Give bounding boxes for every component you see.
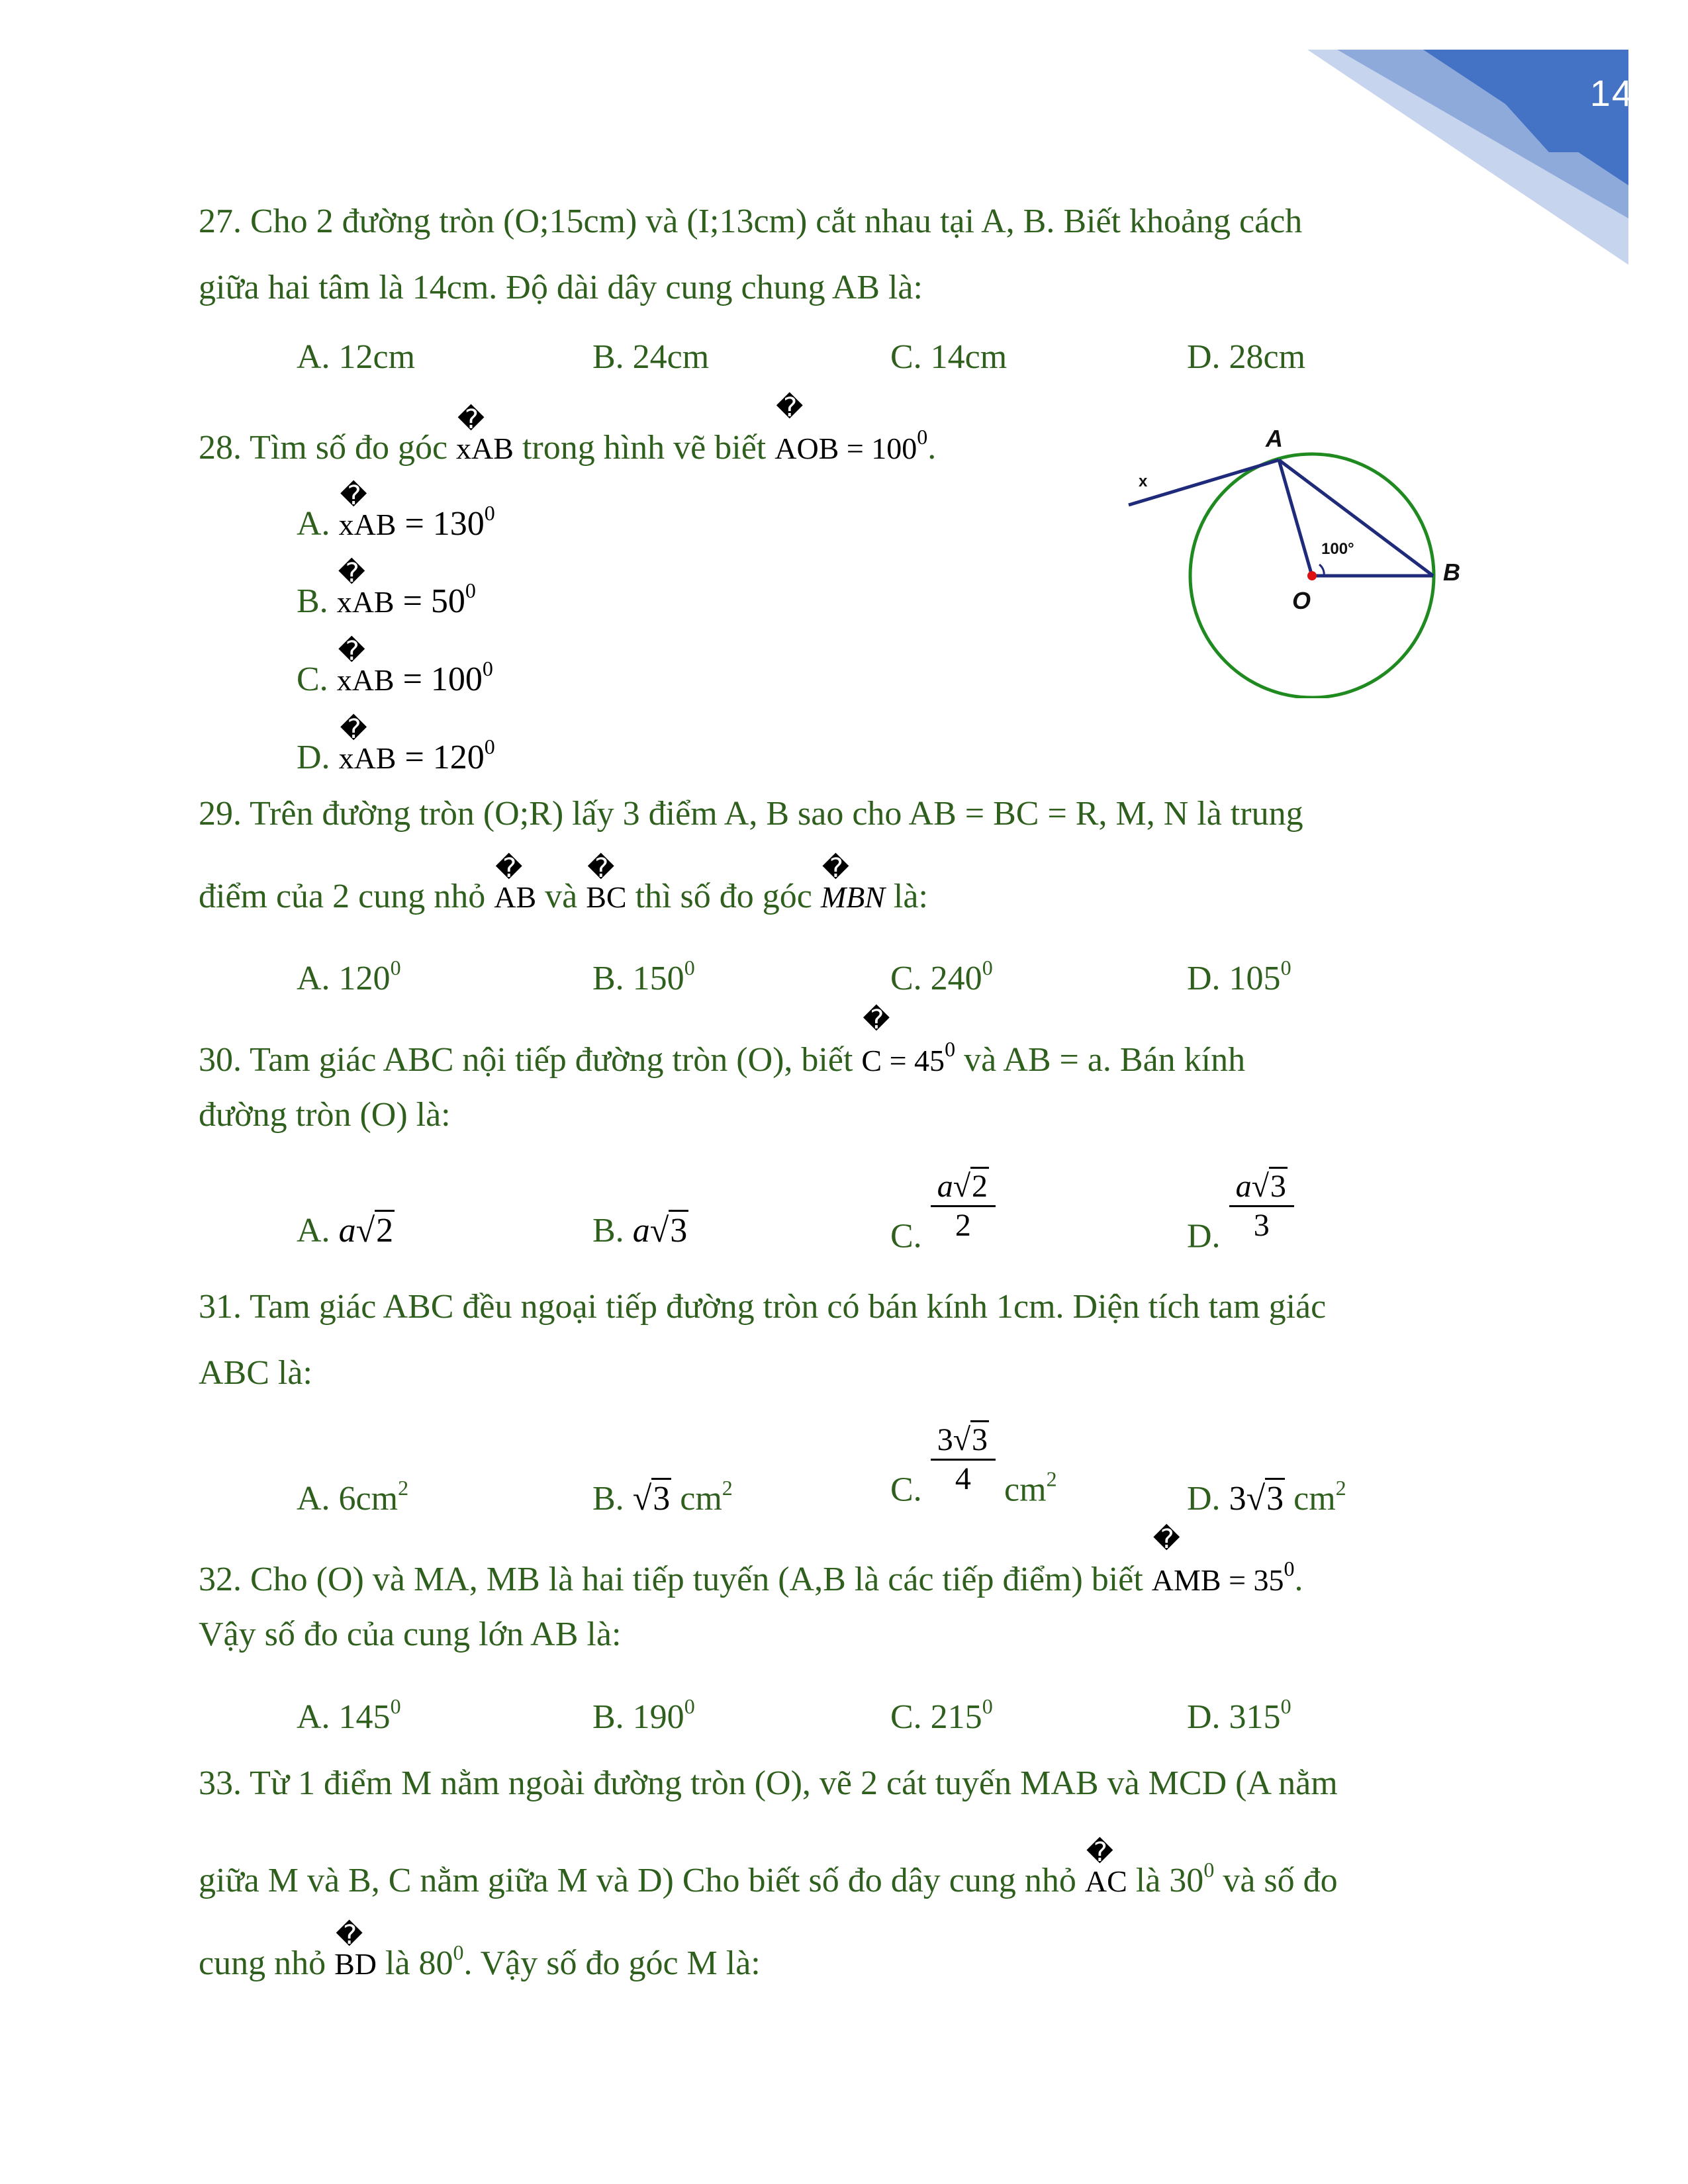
fraction: $\frac{a√3}{3}$ [1229,1168,1294,1244]
question-31-line2: ABC là: [199,1354,312,1392]
question-29-line2: điểm của 2 cung nhỏ � AB và � BC thì số đo góc � MBN là: [199,864,1479,931]
angle-aob: � AOB = $100^0$ [774,392,928,465]
page-number: 14 [1589,72,1634,114]
angle-mbn: � MBN [820,853,885,914]
label-angle: 100° [1321,540,1354,558]
q29-option-b: B. $150^0$ [592,956,695,997]
q31-option-a: A. $6cm^2$ [297,1476,409,1518]
question-32-line1: 32. Cho (O) và MA, MB là hai tiếp tuyến (A,B là các tiếp điểm) biết � AMB = $35^0$. [199,1535,1479,1614]
fraction: $\frac{3√3}{4}$ [931,1422,996,1498]
question-27-line1: 27. Cho 2 đường tròn (O;15cm) và (I;13cm) cắt nhau tại A, B. Biết khoảng cách [199,203,1303,240]
tangent-line [1129,460,1279,505]
question-33-line2: giữa M và B, C nằm giữa M và D) Cho biết số đo dây cung nhỏ � AC là $30^0$ và số đo [199,1837,1479,1915]
question-27-line2: giữa hai tâm là 14cm. Độ dài dây cung chung AB là: [199,269,923,306]
question-30-line2: đường tròn (O) là: [199,1096,451,1134]
question-29-line1: 29. Trên đường tròn (O;R) lấy 3 điểm A, B sao cho AB = BC = R, M, N là trung [199,795,1303,833]
q32-option-d: D. $315^0$ [1187,1694,1291,1736]
segment-ao [1279,460,1312,576]
label-o: O [1292,587,1311,614]
center-point [1307,571,1317,580]
q29-option-d: D. $105^0$ [1187,956,1291,997]
q32-option-b: B. $190^0$ [592,1694,695,1736]
label-a: A [1266,425,1283,452]
q30-option-c: C. $\frac{a√2}{2}$ [890,1168,996,1256]
q31-option-b: B. √3 $cm^2$ [592,1476,733,1518]
angle-amb: � AMB = $35^0$ [1151,1524,1295,1597]
question-30-line1: 30. Tam giác ABC nội tiếp đường tròn (O), biết � $C = 45^0$ và AB = a. Bán kính [199,1016,1479,1094]
question-32-line2: Vậy số đo của cung lớn AB là: [199,1615,622,1653]
q29-option-a: A. $120^0$ [297,956,401,997]
label-x: x [1139,473,1148,490]
q31-option-c: C. $\frac{3√3}{4}$ $cm_2$ [890,1422,1057,1510]
segment-ab [1279,460,1433,576]
question-33-line1: 33. Từ 1 điểm M nằm ngoài đường tròn (O), vẽ 2 cát tuyến MAB và MCD (A nằm [199,1764,1338,1802]
question-31-line1: 31. Tam giác ABC đều ngoại tiếp đường tròn có bán kính 1cm. Diện tích tam giác [199,1288,1327,1326]
q28-option-a: A. � xAB = $130^0$ [297,480,495,543]
angle-arc [1319,565,1324,576]
q29-option-c: C. $240^0$ [890,956,993,997]
q30-option-a: A. a√2 [297,1211,395,1251]
label-b: B [1443,559,1460,586]
arc-ab: � AB [494,853,537,914]
q32-option-a: A. $145^0$ [297,1694,401,1736]
angle-c: � $C = 45^0$ [861,1005,956,1077]
q32-option-c: C. $215^0$ [890,1694,993,1736]
arc-bd: � BD [334,1920,377,1981]
q30-option-b: B. a√3 [592,1211,688,1251]
question-28-line1: 28. Tìm số đo góc � xAB trong hình vẽ biết � AOB = $100^0$. [199,404,1479,482]
q28-option-b: B. � xAB = $50^0$ [297,558,476,620]
q28-option-d: D. � xAB = $120^0$ [297,714,495,776]
circle-figure [1125,407,1470,698]
q31-option-d: D. 3√3 $cm^2$ [1187,1476,1346,1518]
q27-option-a: A. 12cm [297,338,416,376]
arc-bc: � BC [586,853,627,914]
q30-option-d: D. $\frac{a√3}{3}$ [1187,1168,1294,1256]
question-33-line3: cung nhỏ � BD là $80^0$. Vậy số đo góc M là: [199,1919,1479,1997]
q27-option-b: B. 24cm [592,338,710,376]
q27-option-c: C. 14cm [890,338,1008,376]
q27-option-d: D. 28cm [1187,338,1306,376]
fraction: $\frac{a√2}{2}$ [931,1168,996,1244]
q28-option-c: C. � xAB = $100^0$ [297,636,493,698]
angle-xab: � xAB [456,404,514,465]
arc-ac: � AC [1084,1837,1127,1898]
